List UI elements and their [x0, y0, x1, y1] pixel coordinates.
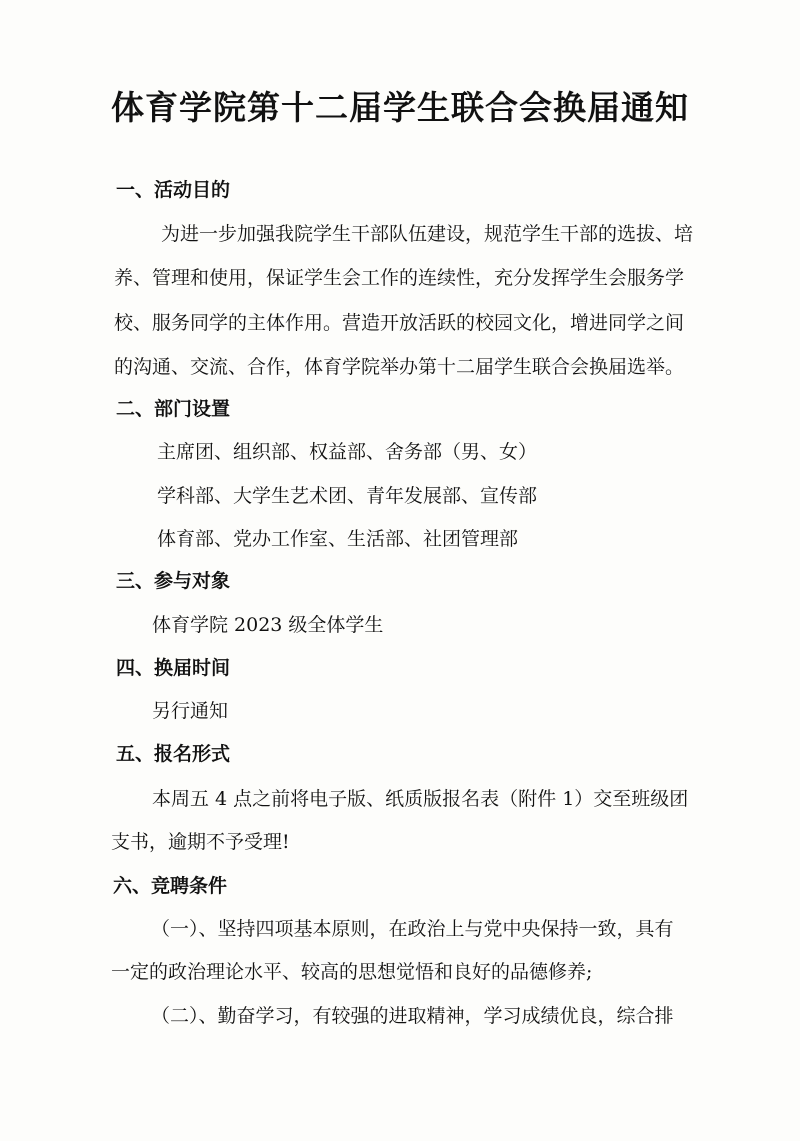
- paragraph-line: 为进一步加强我院学生干部队伍建设，规范学生干部的选拔、培: [161, 223, 694, 245]
- section-heading-requirements: 六、竞聘条件: [113, 875, 228, 897]
- section-heading-time: 四、换届时间: [116, 657, 231, 679]
- paragraph-line: 本周五 4 点之前将电子版、纸质版报名表（附件 1）交至班级团: [152, 788, 689, 810]
- paragraph-line: 一定的政治理论水平、较高的思想觉悟和良好的品德修养;: [111, 961, 593, 983]
- paragraph-line: （二）、勤奋学习，有较强的进取精神，学习成绩优良，综合排: [151, 1005, 674, 1027]
- participants-text: 体育学院 2023 级全体学生: [152, 614, 384, 636]
- section-heading-participants: 三、参与对象: [116, 570, 231, 592]
- section-heading-purpose: 一、活动目的: [116, 179, 231, 201]
- time-text: 另行通知: [152, 700, 229, 722]
- paragraph-line: 支书，逾期不予受理!: [111, 831, 290, 853]
- section-heading-registration: 五、报名形式: [116, 743, 231, 765]
- department-line: 主席团、组织部、权益部、舍务部（男、女）: [157, 441, 538, 463]
- document-title: 体育学院第十二届学生联合会换届通知: [111, 88, 689, 127]
- department-line: 体育部、党办工作室、生活部、社团管理部: [157, 528, 519, 550]
- paragraph-line: （一）、坚持四项基本原则，在政治上与党中央保持一致，具有: [151, 918, 674, 940]
- section-heading-departments: 二、部门设置: [116, 398, 231, 420]
- paragraph-line: 的沟通、交流、合作，体育学院举办第十二届学生联合会换届选举。: [114, 356, 685, 378]
- paragraph-line: 校、服务同学的主体作用。营造开放活跃的校园文化，增进同学之间: [114, 312, 685, 334]
- paragraph-line: 养、管理和使用，保证学生会工作的连续性，充分发挥学生会服务学: [114, 267, 685, 289]
- department-line: 学科部、大学生艺术团、青年发展部、宣传部: [157, 485, 538, 507]
